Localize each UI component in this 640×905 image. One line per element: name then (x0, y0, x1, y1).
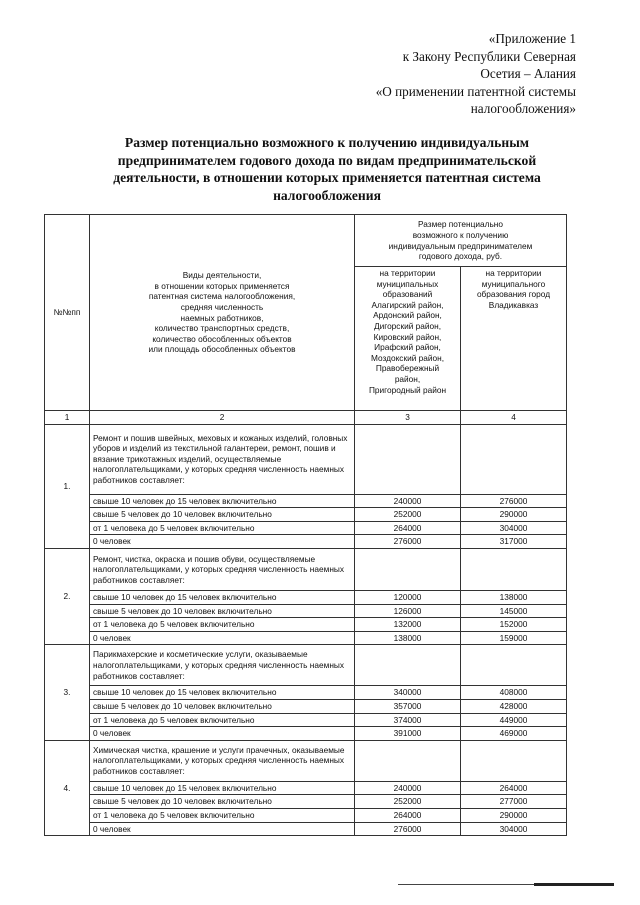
income-municipal: 264000 (355, 521, 461, 535)
income-municipal: 276000 (355, 822, 461, 836)
header-income-line: Размер потенциально (417, 219, 503, 230)
employee-range-label: от 1 человека до 5 человек включительно (90, 521, 355, 535)
income-municipal: 391000 (355, 727, 461, 741)
col-number: 4 (461, 411, 567, 425)
table-row (45, 781, 567, 795)
income-municipal: 138000 (355, 631, 461, 645)
section-description: Парикмахерские и косметические услуги, оказываемые налогоплательщиками, у которых средняя численность наемных работников составляет: (90, 645, 355, 686)
header-col4-line: на территории (485, 268, 542, 278)
document-title (92, 134, 562, 204)
empty-cell (461, 740, 567, 781)
table-row (45, 590, 567, 604)
section-number: 2. (45, 548, 90, 644)
income-vladikavkaz: 408000 (461, 686, 567, 700)
income-municipal: 240000 (355, 781, 461, 795)
header-activity (90, 215, 355, 411)
income-municipal: 126000 (355, 604, 461, 618)
header-col3-line: район, (394, 373, 421, 384)
appendix-line: «О применении патентной системы (375, 83, 576, 99)
empty-cell (355, 548, 461, 590)
table-row (45, 795, 567, 809)
income-municipal: 357000 (355, 699, 461, 713)
header-col3-line: на территории (379, 268, 436, 278)
appendix-line: налогообложения» (470, 101, 576, 116)
employee-range-label: свыше 5 человек до 10 человек включительно (90, 508, 355, 522)
income-vladikavkaz: 152000 (461, 618, 567, 632)
header-col3-line: муниципальных (376, 278, 439, 289)
header-col3-line: Правобережный (375, 363, 440, 374)
table-row (45, 822, 567, 836)
income-municipal: 252000 (355, 508, 461, 522)
header-activity-line: количество транспортных средств, (154, 323, 290, 334)
header-col3-line: Ардонский район, (373, 310, 442, 321)
employee-range-label: 0 человек (90, 822, 355, 836)
income-vladikavkaz: 317000 (461, 535, 567, 549)
employee-range-label: свыше 5 человек до 10 человек включительно (90, 699, 355, 713)
section-number: 4. (45, 740, 90, 835)
employee-range-label: 0 человек (90, 727, 355, 741)
table-row (45, 521, 567, 535)
employee-range-label: свыше 5 человек до 10 человек включительно (90, 604, 355, 618)
section-number: 1. (45, 424, 90, 548)
section-description: Ремонт и пошив швейных, меховых и кожаных изделий, головных уборов и изделий из текстильной галантереи, ремонт, пошив и вязание трикотажных изделий, осуществляемые налогоплательщиками, у которых средняя численность наемных работников составляет: (90, 424, 355, 494)
header-col3 (355, 267, 461, 411)
employee-range-label: свыше 10 человек до 15 человек включительно (90, 494, 355, 508)
header-activity-line: в отношении которых применяется (154, 280, 290, 291)
header-col4-line: образования город (476, 289, 551, 300)
income-municipal: 132000 (355, 618, 461, 632)
income-table (44, 214, 567, 836)
header-col3-line: Моздокский район, (370, 352, 445, 363)
table-row (45, 535, 567, 549)
appendix-header (376, 30, 576, 118)
income-vladikavkaz: 138000 (461, 590, 567, 604)
header-activity-line: наемных работников, (180, 312, 264, 323)
header-col3-line: Кировский район, (373, 331, 442, 342)
income-municipal: 264000 (355, 808, 461, 822)
header-activity-line: средняя численность (180, 301, 264, 312)
title-line: деятельности, в отношении которых применяется патентная система (113, 170, 541, 185)
appendix-line: к Закону Республики Северная (402, 48, 576, 64)
income-vladikavkaz: 469000 (461, 727, 567, 741)
employee-range-label: 0 человек (90, 631, 355, 645)
header-col4-line: муниципального (481, 278, 546, 289)
table-row (45, 604, 567, 618)
employee-range-label: свыше 10 человек до 15 человек включительно (90, 686, 355, 700)
empty-cell (355, 645, 461, 686)
income-municipal: 120000 (355, 590, 461, 604)
title-line: Размер потенциально возможного к получению индивидуальным (124, 135, 530, 150)
income-vladikavkaz: 290000 (461, 508, 567, 522)
table-row (45, 699, 567, 713)
income-vladikavkaz: 290000 (461, 808, 567, 822)
header-income-line: годового дохода, руб. (418, 251, 503, 262)
header-activity-line: патентная система налогообложения, (148, 291, 296, 302)
income-municipal: 276000 (355, 535, 461, 549)
income-vladikavkaz: 277000 (461, 795, 567, 809)
income-municipal: 340000 (355, 686, 461, 700)
header-income (355, 215, 567, 267)
header-col4-line: Владикавказ (488, 299, 539, 310)
income-vladikavkaz: 304000 (461, 521, 567, 535)
income-vladikavkaz: 449000 (461, 713, 567, 727)
employee-range-label: свыше 10 человек до 15 человек включительно (90, 590, 355, 604)
header-col3-line: Пригородный район (368, 384, 447, 395)
header-col3-line: Ирафский район, (374, 342, 441, 353)
employee-range-label: свыше 10 человек до 15 человек включительно (90, 781, 355, 795)
col-number: 2 (90, 411, 355, 425)
table-row (45, 618, 567, 632)
title-line: налогообложения (273, 187, 381, 203)
section-description: Химическая чистка, крашение и услуги прачечных, оказываемые налогоплательщиками, у которых средняя численность наемных работников составляет: (90, 740, 355, 781)
table-row (45, 686, 567, 700)
employee-range-label: свыше 5 человек до 10 человек включительно (90, 795, 355, 809)
header-num: №№пп (45, 215, 90, 411)
table-row (45, 727, 567, 741)
income-vladikavkaz: 276000 (461, 494, 567, 508)
employee-range-label: от 1 человека до 5 человек включительно (90, 713, 355, 727)
header-activity-line: или площадь обособленных объектов (148, 344, 296, 355)
header-col3-line: Дигорский район, (373, 320, 442, 331)
header-activity-line: количество обособленных объектов (152, 333, 292, 344)
section-number: 3. (45, 645, 90, 740)
empty-cell (355, 740, 461, 781)
empty-cell (461, 548, 567, 590)
table-row (45, 631, 567, 645)
table-row (45, 494, 567, 508)
income-vladikavkaz: 145000 (461, 604, 567, 618)
employee-range-label: от 1 человека до 5 человек включительно (90, 808, 355, 822)
col-number: 3 (355, 411, 461, 425)
income-municipal: 252000 (355, 795, 461, 809)
header-col3-line: Алагирский район, (371, 299, 444, 310)
table-row (45, 808, 567, 822)
header-activity-line: Виды деятельности, (182, 270, 262, 281)
col-number: 1 (45, 411, 90, 425)
income-vladikavkaz: 159000 (461, 631, 567, 645)
employee-range-label: 0 человек (90, 535, 355, 549)
header-col4 (461, 267, 567, 411)
income-vladikavkaz: 264000 (461, 781, 567, 795)
header-col3-line: образований (382, 289, 433, 300)
income-vladikavkaz: 304000 (461, 822, 567, 836)
income-municipal: 240000 (355, 494, 461, 508)
section-description: Ремонт, чистка, окраска и пошив обуви, осуществляемые налогоплательщиками, у которых средняя численность наемных работников составляет: (90, 548, 355, 590)
employee-range-label: от 1 человека до 5 человек включительно (90, 618, 355, 632)
appendix-line: «Приложение 1 (488, 31, 576, 46)
header-income-line: индивидуальным предпринимателем (388, 240, 533, 251)
income-municipal: 374000 (355, 713, 461, 727)
table-row (45, 508, 567, 522)
table-row (45, 713, 567, 727)
header-income-line: возможного к получению (412, 229, 509, 240)
footer-rule (398, 884, 614, 885)
empty-cell (355, 424, 461, 494)
empty-cell (461, 424, 567, 494)
title-line: предпринимателем годового дохода по видам предпринимательской (117, 152, 537, 168)
empty-cell (461, 645, 567, 686)
income-vladikavkaz: 428000 (461, 699, 567, 713)
appendix-line: Осетия – Алания (480, 66, 576, 81)
